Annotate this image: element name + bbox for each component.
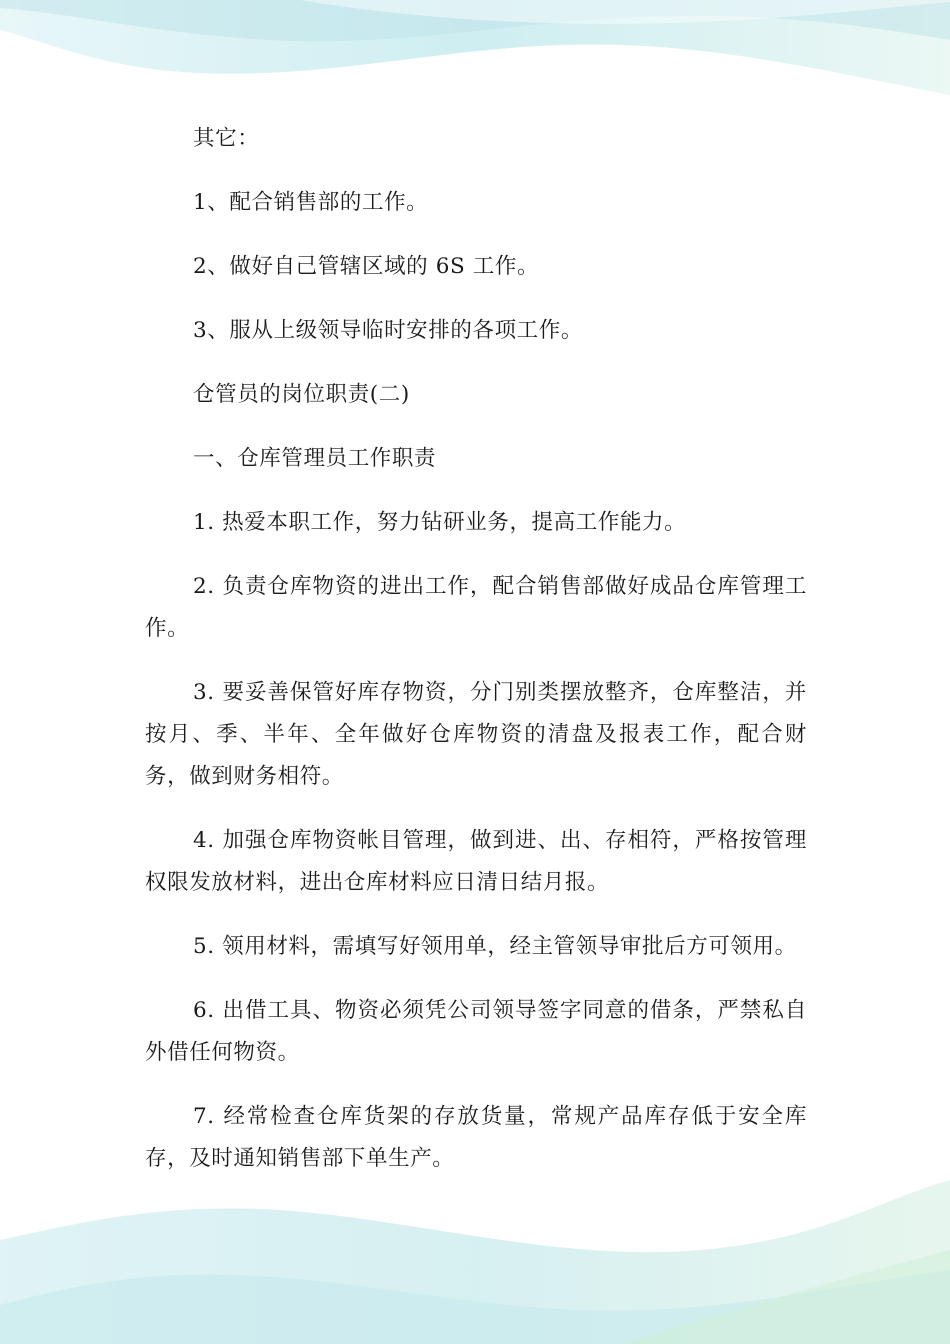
paragraph-item: 1. 热爱本职工作，努力钻研业务，提高工作能力。 bbox=[193, 510, 687, 535]
bottom-wave-back bbox=[0, 1180, 950, 1344]
paragraph-item: 7. 经常检查仓库货架的存放货量，常规产品库存低于安全库存，及时通知销售部下单生产。 bbox=[145, 1104, 807, 1171]
paragraph-item: 4. 加强仓库物资帐目管理，做到进、出、存相符，严格按管理权限发放材料，进出仓库材料应日清日结月报。 bbox=[145, 828, 807, 895]
top-wave-back bbox=[0, 0, 950, 95]
top-wave-front bbox=[0, 0, 950, 41]
section-heading-other: 其它： bbox=[193, 126, 260, 151]
paragraph-item: 6. 出借工具、物资必须凭公司领导签字同意的借条，严禁私自外借任何物资。 bbox=[145, 998, 807, 1065]
paragraph-item: 2、做好自己管辖区域的 6S 工作。 bbox=[193, 254, 540, 279]
paragraph-item: 3、服从上级领导临时安排的各项工作。 bbox=[193, 318, 583, 343]
section-title: 仓管员的岗位职责(二) bbox=[193, 382, 410, 407]
paragraph-item: 5. 领用材料，需填写好领用单，经主管领导审批后方可领用。 bbox=[193, 934, 797, 959]
bottom-wave-front bbox=[0, 1270, 950, 1344]
paragraph-item: 1、配合销售部的工作。 bbox=[193, 190, 429, 215]
paragraph-item: 3. 要妥善保管好库存物资，分门别类摆放整齐，仓库整洁，并按月、季、半年、全年做好仓库物资的清盘及报表工作，配合财务，做到财务相符。 bbox=[145, 680, 807, 789]
bottom-wave-green bbox=[620, 1250, 950, 1344]
paragraph-item: 2. 负责仓库物资的进出工作，配合销售部做好成品仓库管理工作。 bbox=[145, 574, 807, 641]
top-wave-streak bbox=[300, 0, 950, 24]
subsection-title: 一、仓库管理员工作职责 bbox=[193, 446, 437, 471]
document-body bbox=[145, 118, 807, 1180]
